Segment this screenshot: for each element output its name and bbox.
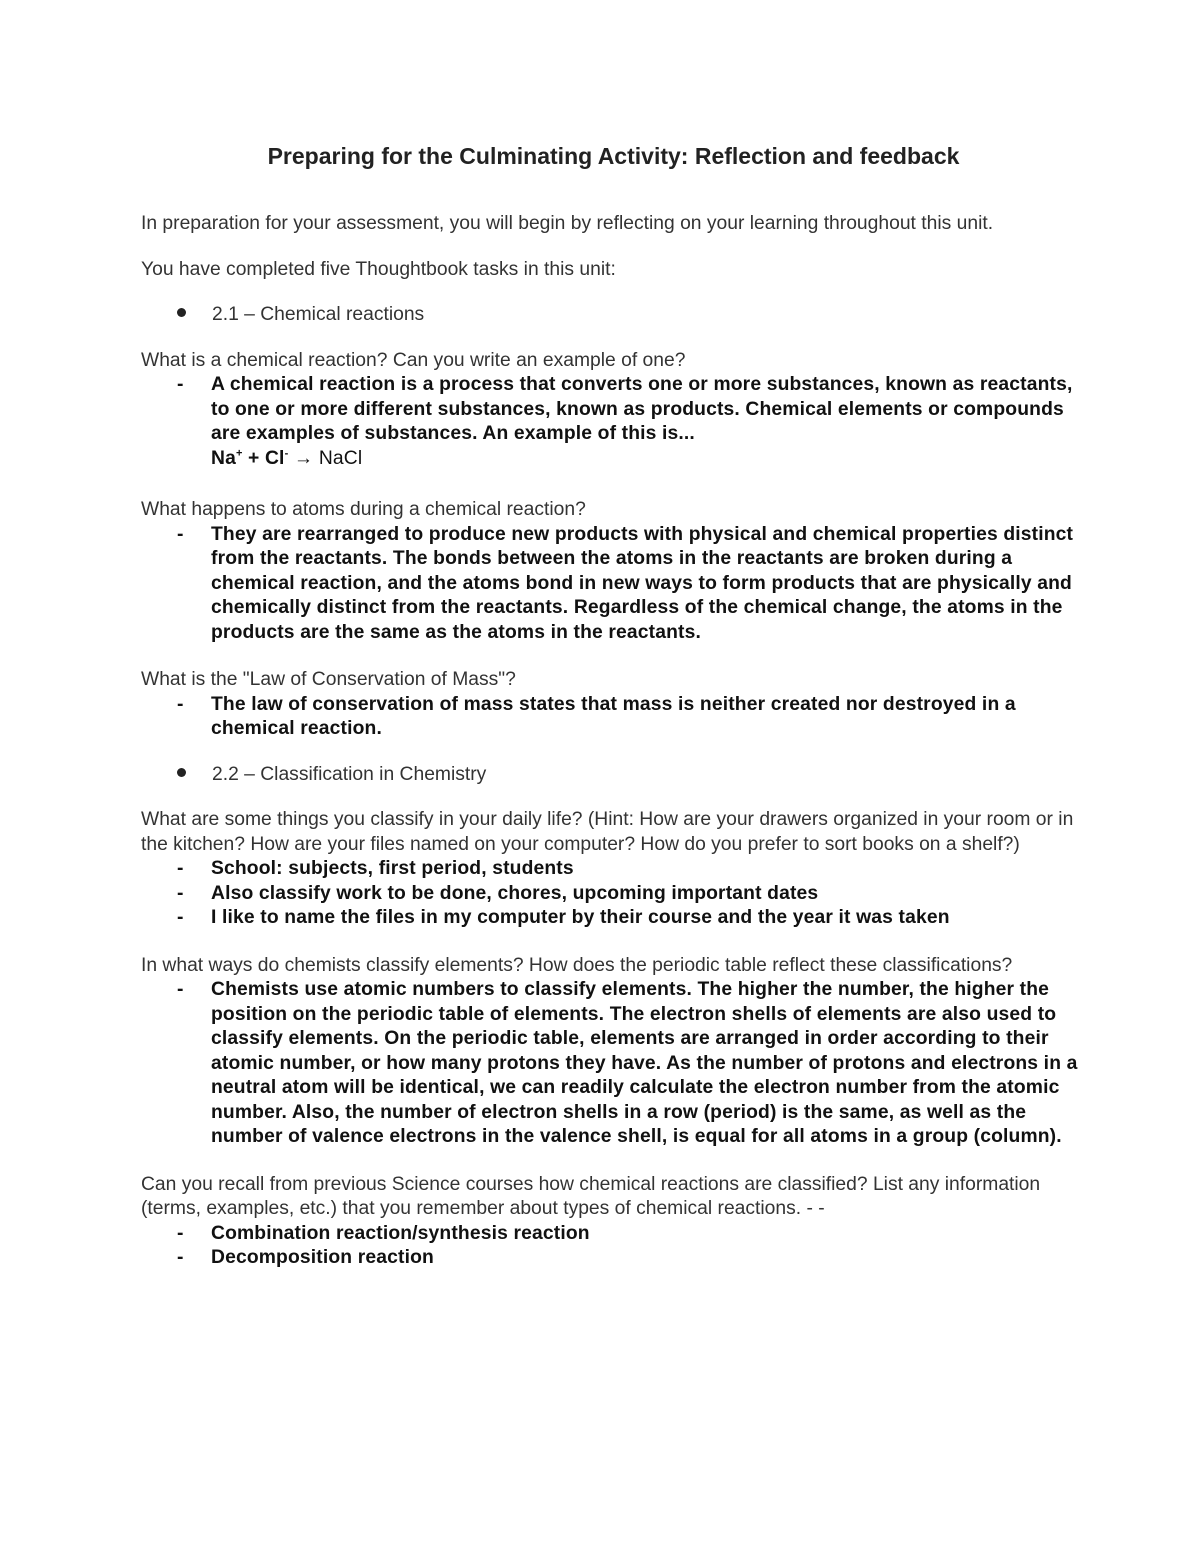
question: What happens to atoms during a chemical reaction? (141, 499, 586, 520)
dash-marker: - (177, 1247, 184, 1268)
question: What is a chemical reaction? Can you write an example of one? (141, 349, 686, 371)
answer-text: Decomposition reaction (211, 1247, 434, 1268)
bullet-dot-icon (177, 308, 186, 317)
section-bullet-2-1 (141, 303, 1086, 328)
answer-text: Combination reaction/synthesis reaction (211, 1222, 590, 1244)
bullet-dot-icon (177, 768, 186, 777)
answer-list (141, 978, 1086, 1150)
question: In what ways do chemists classify elements? How does the periodic table reflect these classifications? (141, 954, 1013, 976)
answer-text: Also classify work to be done, chores, upcoming important dates (211, 882, 819, 904)
answer-list (141, 857, 1086, 931)
equation-product: NaCl (318, 447, 363, 469)
dash-marker: - (177, 693, 184, 715)
answer-item (141, 978, 1086, 1150)
answer-text: I like to name the files in my computer by their course and the year it was taken (211, 907, 950, 928)
page-title: Preparing for the Culminating Activity: Reflection and feedback (267, 143, 960, 169)
answer-item (141, 906, 1086, 931)
section-title: 2.2 – Classification in Chemistry (212, 763, 487, 785)
dash-marker: - (177, 907, 184, 928)
arrow-icon: → (288, 447, 319, 469)
answer-text: Chemists use atomic numbers to classify elements. The higher the number, the higher the position on the periodic table of elements. The electron shells of elements are also used to classify elements. On the periodic table, elements are arranged in order according to their atomic number, or how many protons they have. As the number of protons and electrons in a neutral atom will be identical, we can readily calculate the electron number from the atomic number. Also, the number of electron shells in a row (period) is the same, as well as the number of valence electrons in the valence shell, is equal for all atoms in a group (column). (211, 979, 1078, 1147)
answer-item (141, 1222, 1086, 1247)
answer-text: They are rearranged to produce new products with physical and chemical properties distinct from the reactants. The bonds between the atoms in the reactants are broken during a chemical reaction, and the atoms bond in new ways to form products that are physically and chemically distinct from the reactants. Regardless of the chemical change, the atoms in the products are the same as the atoms in the reactants. (211, 523, 1074, 643)
section-bullet-2-2 (141, 763, 1086, 788)
dash-marker: - (177, 979, 184, 1000)
answer-item (141, 373, 1086, 471)
completed-tasks-paragraph: You have completed five Thoughtbook tasks in this unit: (141, 258, 616, 280)
answer-item (141, 882, 1086, 907)
answer-item (141, 523, 1086, 646)
equation-plus: + (242, 447, 265, 469)
answer-list (141, 523, 1086, 646)
answer-text: The law of conservation of mass states that mass is neither created nor destroyed in a chemical reaction. (211, 693, 1016, 739)
dash-marker: - (177, 374, 184, 395)
question: What are some things you classify in your daily life? (Hint: How are your drawers organized in your room or in the kitchen? How are your files named on your computer? How do you prefer to sort books on a shelf?) (141, 809, 1074, 855)
answer-item (141, 1246, 1086, 1271)
question: Can you recall from previous Science courses how chemical reactions are classified? List any information (terms, examples, etc.) that you remember about types of chemical reactions. - - (141, 1173, 1041, 1219)
answer-list (141, 373, 1086, 471)
answer-list (141, 1222, 1086, 1271)
answer-text: School: subjects, first period, students (211, 858, 574, 879)
answer-item (141, 693, 1086, 742)
dash-marker: - (177, 882, 184, 904)
answer-text: A chemical reaction is a process that converts one or more substances, known as reactants, to one or more different substances, known as products. Chemical elements or compounds are examples of substances. An example of this is... (211, 374, 1073, 444)
dash-marker: - (177, 523, 184, 545)
equation-na: Na (211, 447, 236, 469)
dash-marker: - (177, 858, 184, 879)
equation-cl-charge: - (284, 447, 289, 460)
equation-cl: Cl (264, 447, 285, 469)
equation-na-charge: + (235, 447, 243, 460)
question: What is the "Law of Conservation of Mass"? (141, 669, 516, 690)
document-page (141, 140, 1086, 1271)
chemical-equation (211, 448, 362, 469)
answer-list (141, 693, 1086, 742)
dash-marker: - (177, 1222, 184, 1244)
section-title: 2.1 – Chemical reactions (212, 304, 425, 325)
intro-paragraph: In preparation for your assessment, you will begin by reflecting on your learning throughout this unit. (141, 213, 994, 234)
answer-item (141, 857, 1086, 882)
